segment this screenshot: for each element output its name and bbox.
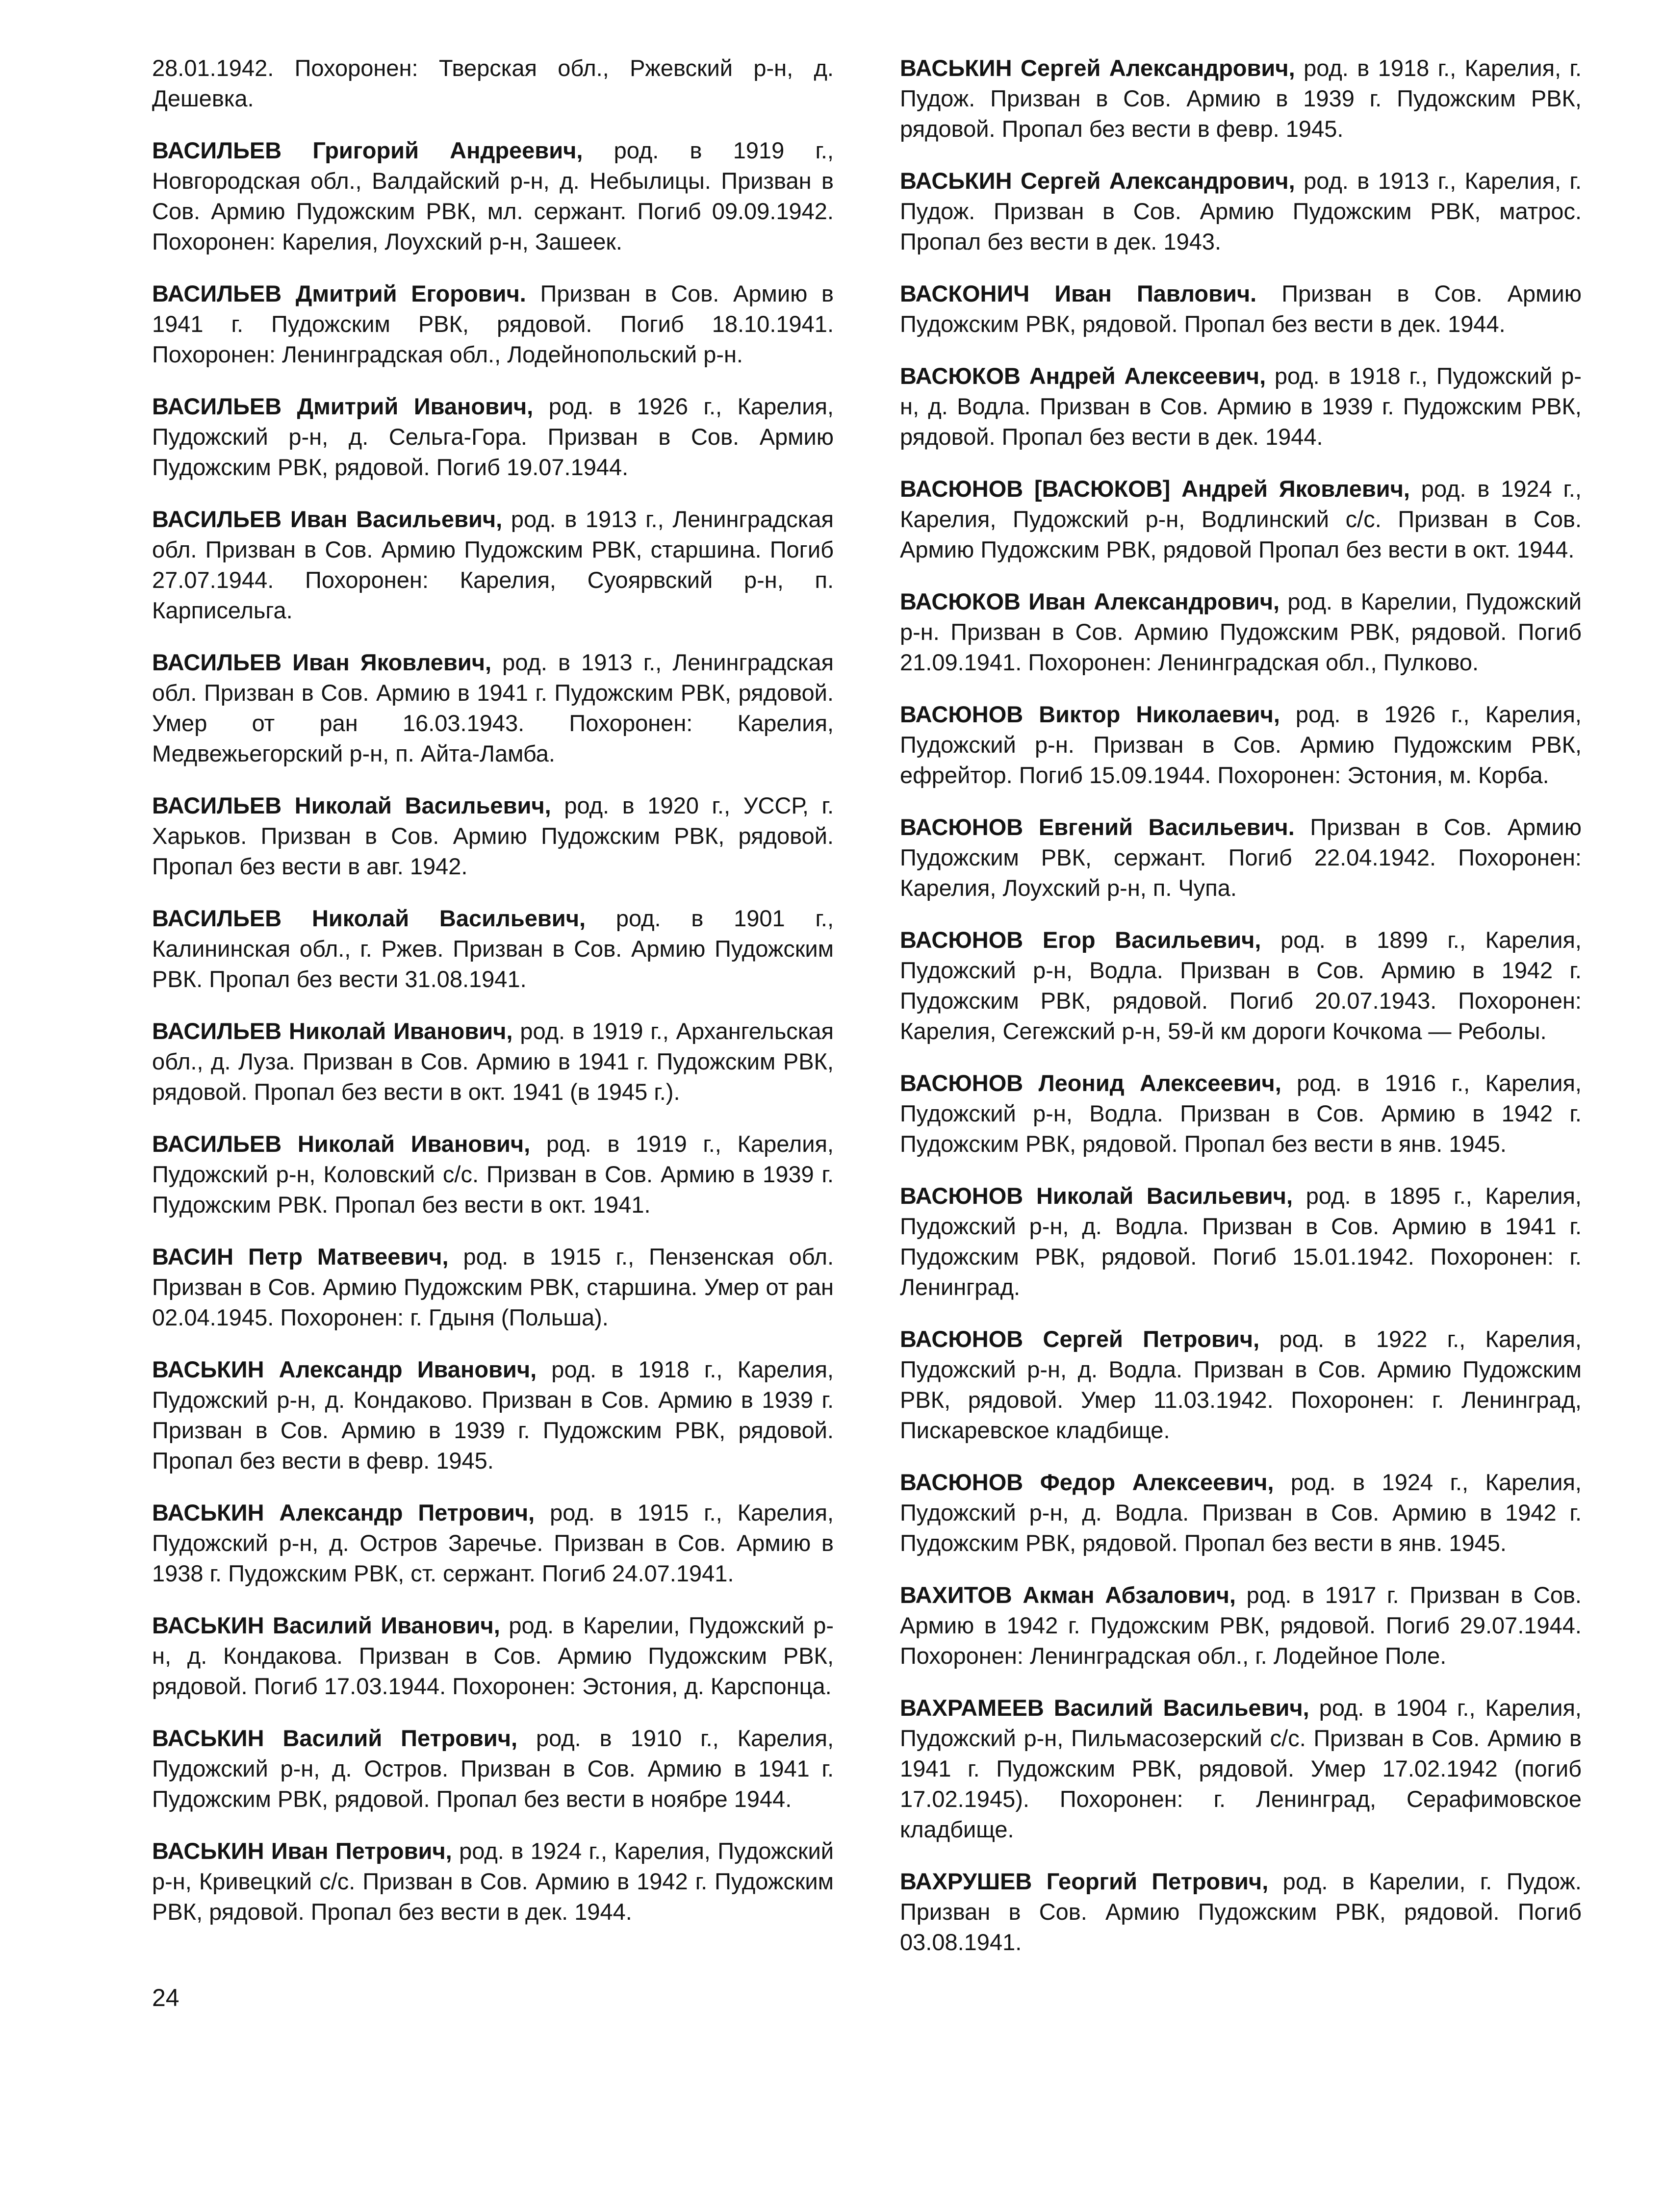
entry-text: род. в 1924 г., Карелия, Пудожский р-н, Кривецкий с/с. Призван в Сов. Армию в 1942 г. Пудожским РВК, рядовой. Пропал без вести в дек. 1944.: [152, 1838, 834, 1925]
entry-text: род. в 1919 г., Новгородская обл., Валдайский р-н, д. Небылицы. Призван в Сов. Армию Пудожским РВК, мл. сержант. Погиб 09.09.1942. Похоронен: Карелия, Лоухский р-н, Зашеек.: [152, 137, 834, 254]
entry-left-15: [152, 1836, 834, 1927]
entry-name: ВАСИЛЬЕВ Николай Васильевич,: [152, 792, 551, 818]
entry-name: ВАСЬКИН Иван Петрович,: [152, 1838, 452, 1864]
entry-left-6: [152, 790, 834, 882]
entry-left-13: [152, 1610, 834, 1702]
entry-right-2: [900, 279, 1582, 339]
entry-name: ВАСИЛЬЕВ Николай Иванович,: [152, 1131, 531, 1157]
entry-text: Призван в Сов. Армию Пудожским РВК, сержант. Погиб 22.04.1942. Похоронен: Карелия, Лоухский р-н, п. Чупа.: [900, 814, 1582, 901]
entry-name: ВАСИЛЬЕВ Дмитрий Егорович.: [152, 280, 526, 306]
entry-right-10: [900, 1181, 1582, 1302]
entry-text: род. в 1915 г., Карелия, Пудожский р-н, д. Остров Заречье. Призван в Сов. Армию в 1938 г. Пудожским РВК, ст. сержант. Погиб 24.07.1941.: [152, 1500, 834, 1586]
entry-text: род. в 1918 г., Карелия, г. Пудож. Призван в Сов. Армию в 1939 г. Пудожским РВК, рядовой. Пропал без вести в февр. 1945.: [900, 55, 1582, 142]
entry-right-8: [900, 925, 1582, 1046]
entry-name: ВАСЮНОВ Евгений Васильевич.: [900, 814, 1295, 840]
entry-left-5: [152, 647, 834, 769]
entry-left-1: [152, 135, 834, 257]
entry-name: ВАСЬКИН Александр Иванович,: [152, 1356, 537, 1382]
entry-right-3: [900, 361, 1582, 452]
entry-name: ВАХРУШЕВ Георгий Петрович,: [900, 1868, 1269, 1894]
entry-text: род. в 1918 г., Карелия, Пудожский р-н, д. Кондаково. Призван в Сов. Армию в 1939 г. Призван в Сов. Армию в 1939 г. Пудожским РВК, рядовой. Пропал без вести в февр. 1945.: [152, 1356, 834, 1474]
entry-name: ВАСЬКИН Василий Иванович,: [152, 1612, 500, 1638]
entry-text: род. в 1913 г., Карелия, г. Пудож. Призван в Сов. Армию Пудожским РВК, матрос. Пропал без вести в дек. 1943.: [900, 168, 1582, 254]
entry-name: ВАСЬКИН Сергей Александрович,: [900, 55, 1295, 81]
entry-right-14: [900, 1693, 1582, 1845]
entry-text: род. в 1919 г., Карелия, Пудожский р-н, Коловский с/с. Призван в Сов. Армию в 1939 г. Пудожским РВК. Пропал без вести в окт. 1941.: [152, 1131, 834, 1218]
entry-text: род. в 1922 г., Карелия, Пудожский р-н, д. Водла. Призван в Сов. Армию Пудожским РВК, рядовой. Умер 11.03.1942. Похоронен: г. Ленинград, Пискаревское кладбище.: [900, 1326, 1582, 1443]
entry-name: ВАСИЛЬЕВ Иван Яковлевич,: [152, 649, 492, 675]
entry-right-9: [900, 1068, 1582, 1159]
entry-name: ВАСИЛЬЕВ Дмитрий Иванович,: [152, 393, 534, 419]
entry-text: род. в 1910 г., Карелия, Пудожский р-н, д. Остров. Призван в Сов. Армию в 1941 г. Пудожским РВК, рядовой. Пропал без вести в ноябре 1944.: [152, 1725, 834, 1812]
entry-right-6: [900, 699, 1582, 790]
entry-text: род. в Карелии, г. Пудож. Призван в Сов. Армию Пудожским РВК, рядовой. Погиб 03.08.1941.: [900, 1868, 1582, 1955]
entry-text: род. в 1913 г., Ленинградская обл. Призван в Сов. Армию в 1941 г. Пудожским РВК, рядовой. Умер от ран 16.03.1943. Похоронен: Карелия, Медвежьегорский р-н, п. Айта-Ламба.: [152, 649, 834, 766]
entry-text: род. в 1916 г., Карелия, Пудожский р-н, Водла. Призван в Сов. Армию в 1942 г. Пудожским РВК, рядовой. Пропал без вести в янв. 1945.: [900, 1070, 1582, 1157]
entry-text: род. в 1924 г., Карелия, Пудожский р-н, д. Водла. Призван в Сов. Армию в 1942 г. Пудожским РВК, рядовой. Пропал без вести в янв. 1945.: [900, 1469, 1582, 1556]
entry-name: ВАСИН Петр Матвеевич,: [152, 1244, 449, 1270]
entry-left-12: [152, 1498, 834, 1589]
entry-left-8: [152, 1016, 834, 1107]
entry-right-12: [900, 1467, 1582, 1558]
entry-text: род. в Карелии, Пудожский р-н, д. Кондакова. Призван в Сов. Армию Пудожским РВК, рядовой. Погиб 17.03.1944. Похоронен: Эстония, д. Карспонца.: [152, 1612, 834, 1699]
entry-text: 28.01.1942. Похоронен: Тверская обл., Ржевский р-н, д. Дешевка.: [152, 55, 834, 111]
entry-name: ВАСЮНОВ Николай Васильевич,: [900, 1183, 1293, 1209]
entry-left-9: [152, 1129, 834, 1220]
entry-text: род. в 1901 г., Калининская обл., г. Ржев. Призван в Сов. Армию Пудожским РВК. Пропал без вести 31.08.1941.: [152, 905, 834, 992]
left-column: [152, 53, 834, 1949]
entry-text: род. в 1924 г., Карелия, Пудожский р-н, Водлинский с/с. Призван в Сов. Армию Пудожским РВК, рядовой Пропал без вести в окт. 1944.: [900, 476, 1582, 562]
entry-left-14: [152, 1723, 834, 1814]
entry-text: род. в 1899 г., Карелия, Пудожский р-н, Водла. Призван в Сов. Армию в 1942 г. Пудожским РВК, рядовой. Погиб 20.07.1943. Похоронен: Карелия, Сегежский р-н, 59-й км дороги Кочкома — Реболы.: [900, 927, 1582, 1044]
entry-name: ВАХИТОВ Акман Абзалович,: [900, 1582, 1236, 1608]
entry-name: ВАСЮНОВ Федор Алексеевич,: [900, 1469, 1274, 1495]
entry-text: род. в 1913 г., Ленинградская обл. Призван в Сов. Армию Пудожским РВК, старшина. Погиб 27.07.1944. Похоронен: Карелия, Суоярвский р-н, п. Карписельга.: [152, 506, 834, 623]
entry-name: ВАСИЛЬЕВ Иван Васильевич,: [152, 506, 503, 532]
entry-text: род. в 1926 г., Карелия, Пудожский р-н. Призван в Сов. Армию Пудожским РВК, ефрейтор. Погиб 15.09.1944. Похоронен: Эстония, м. Корба.: [900, 701, 1582, 788]
entry-text: Призван в Сов. Армию Пудожским РВК, рядовой. Пропал без вести в дек. 1944.: [900, 280, 1582, 337]
entry-name: ВАСКОНИЧ Иван Павлович.: [900, 280, 1257, 306]
entry-left-10: [152, 1242, 834, 1333]
entry-left-0: [152, 53, 834, 114]
entry-left-2: [152, 279, 834, 370]
entry-name: ВАСЮНОВ Леонид Алексеевич,: [900, 1070, 1281, 1096]
entry-right-13: [900, 1580, 1582, 1671]
entry-name: ВАСЬКИН Александр Петрович,: [152, 1500, 535, 1526]
entry-left-7: [152, 903, 834, 994]
entry-name: ВАСИЛЬЕВ Николай Иванович,: [152, 1018, 513, 1044]
entry-right-0: [900, 53, 1582, 144]
entry-name: ВАСЬКИН Сергей Александрович,: [900, 168, 1295, 194]
entry-name: ВАСЮНОВ Сергей Петрович,: [900, 1326, 1260, 1352]
entry-name: ВАСЮНОВ Виктор Николаевич,: [900, 701, 1280, 727]
entry-name: ВАСИЛЬЕВ Николай Васильевич,: [152, 905, 586, 931]
entry-text: род. в 1895 г., Карелия, Пудожский р-н, д. Водла. Призван в Сов. Армию в 1941 г. Пудожским РВК, рядовой. Погиб 15.01.1942. Похоронен: г. Ленинград.: [900, 1183, 1582, 1300]
entry-text: род. в 1920 г., УССР, г. Харьков. Призван в Сов. Армию Пудожским РВК, рядовой. Пропал без вести в авг. 1942.: [152, 792, 834, 879]
right-column: [900, 53, 1582, 1979]
entry-right-5: [900, 586, 1582, 678]
entry-name: ВАСЮКОВ Андрей Алексеевич,: [900, 363, 1266, 389]
entry-name: ВАСИЛЬЕВ Григорий Андреевич,: [152, 137, 583, 163]
entry-right-1: [900, 166, 1582, 257]
entry-text: род. в 1915 г., Пензенская обл. Призван в Сов. Армию Пудожским РВК, старшина. Умер от ран 02.04.1945. Похоронен: г. Гдыня (Польша).: [152, 1244, 834, 1330]
entry-right-15: [900, 1866, 1582, 1958]
entry-name: ВАСЮНОВ Егор Васильевич,: [900, 927, 1261, 953]
entry-name: ВАХРАМЕЕВ Василий Васильевич,: [900, 1695, 1309, 1721]
entry-right-11: [900, 1324, 1582, 1446]
entry-right-7: [900, 812, 1582, 903]
entry-text: род. в 1904 г., Карелия, Пудожский р-н, Пильмасозерский с/с. Призван в Сов. Армию в 1941 г. Пудожским РВК, рядовой. Умер 17.02.1942 (погиб 17.02.1945). Похоронен: г. Ленинград, Серафимовское кладбище.: [900, 1695, 1582, 1842]
entry-left-3: [152, 391, 834, 483]
entry-text: род. в 1917 г. Призван в Сов. Армию в 1942 г. Пудожским РВК, рядовой. Погиб 29.07.1944. Похоронен: Ленинградская обл., г. Лодейное Поле.: [900, 1582, 1582, 1669]
entry-text: род. в Карелии, Пудожский р-н. Призван в Сов. Армию Пудожским РВК, рядовой. Погиб 21.09.1941. Похоронен: Ленинградская обл., Пулково.: [900, 588, 1582, 675]
entry-name: ВАСЮНОВ [ВАСЮКОВ] Андрей Яковлевич,: [900, 476, 1410, 502]
entry-text: род. в 1926 г., Карелия, Пудожский р-н, д. Сельга-Гора. Призван в Сов. Армию Пудожским РВК, рядовой. Погиб 19.07.1944.: [152, 393, 834, 480]
entry-text: Призван в Сов. Армию в 1941 г. Пудожским РВК, рядовой. Погиб 18.10.1941. Похоронен: Ленинградская обл., Лодейнопольский р-н.: [152, 280, 834, 367]
entry-left-4: [152, 504, 834, 626]
entry-right-4: [900, 474, 1582, 565]
entry-name: ВАСЬКИН Василий Петрович,: [152, 1725, 518, 1751]
entry-text: род. в 1918 г., Пудожский р-н, д. Водла. Призван в Сов. Армию в 1939 г. Пудожским РВК, рядовой. Пропал без вести в дек. 1944.: [900, 363, 1582, 450]
page-number: 24: [152, 1984, 179, 2011]
entry-name: ВАСЮКОВ Иван Александрович,: [900, 588, 1280, 614]
entry-text: род. в 1919 г., Архангельская обл., д. Луза. Призван в Сов. Армию в 1941 г. Пудожским РВК, рядовой. Пропал без вести в окт. 1941 (в 1945 г.).: [152, 1018, 834, 1105]
entry-left-11: [152, 1354, 834, 1476]
